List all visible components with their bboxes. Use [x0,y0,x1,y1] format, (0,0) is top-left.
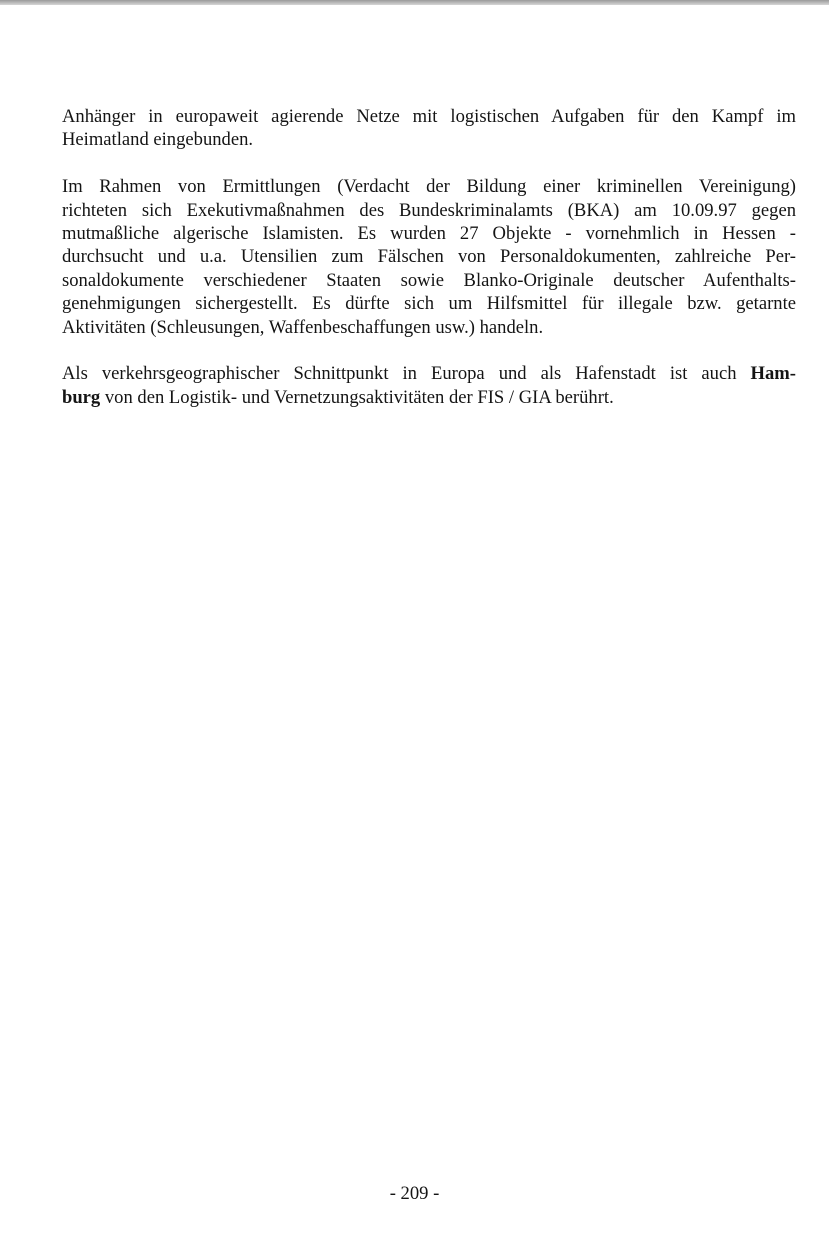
paragraph-3 [62,362,796,409]
page-number: - 209 - [389,1183,440,1204]
text-line [62,362,796,385]
paragraph-2 [62,175,796,339]
bold-term-hamburg-part2: burg [62,386,101,408]
text-line: sonaldokumente verschiedener Staaten sowie Blanko-Originale deutscher Aufenthalts- [62,269,796,291]
text-line: genehmigungen sichergestellt. Es dürfte sich um Hilfsmittel für illegale bzw. getarnte [62,293,796,315]
text-line: durchsucht und u.a. Utensilien zum Fälschen von Personaldokumenten, zahlreiche Per- [62,246,796,268]
text-line: richteten sich Exekutivmaßnahmen des Bundeskriminalamts (BKA) am 10.09.97 gegen [62,199,796,221]
document-body [62,105,796,433]
text-line: Aktivitäten (Schleusungen, Waffenbeschaffungen usw.) handeln. [62,316,544,338]
text-line: Anhänger in europaweit agierende Netze mit logistischen Aufgaben für den Kampf im [62,106,796,127]
scan-top-edge [0,0,829,5]
text-run: von den Logistik- und Vernetzungsaktivitäten der FIS / GIA berührt. [100,386,614,408]
bold-term-hamburg-part1: Ham- [750,363,796,385]
text-run: Als verkehrsgeographischer Schnittpunkt in Europa und als Hafenstadt ist auch [62,363,737,385]
text-line: mutmaßliche algerische Islamisten. Es wurden 27 Objekte - vornehmlich in Hessen - [62,223,796,245]
text-line [62,386,796,409]
paragraph-1 [62,105,796,152]
text-line: Im Rahmen von Ermittlungen (Verdacht der Bildung einer kriminellen Vereinigung) [62,176,796,198]
text-line: Heimatland eingebunden. [62,129,254,151]
